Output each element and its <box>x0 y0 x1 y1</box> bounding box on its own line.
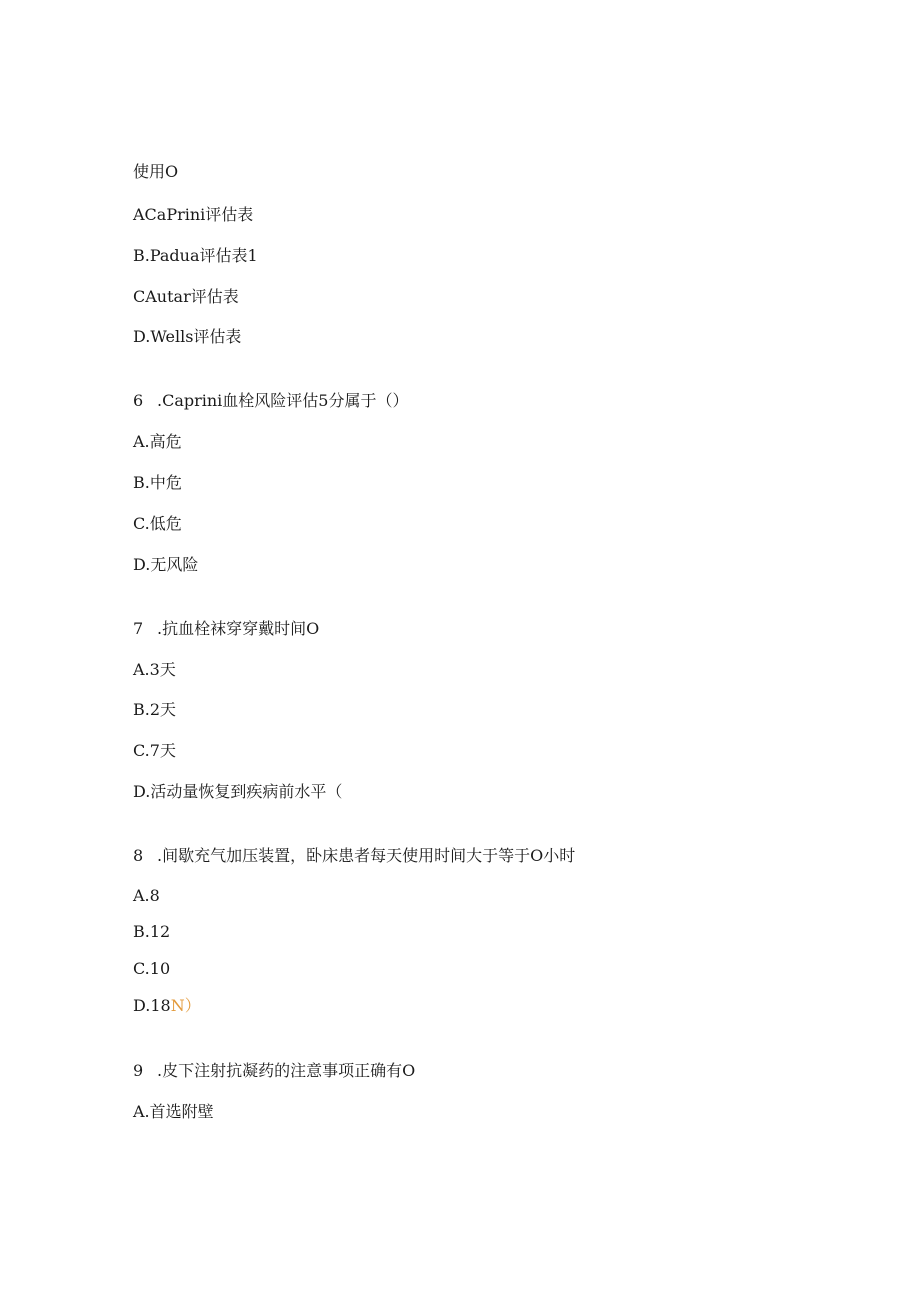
question-8-option-b: B.12 <box>133 922 171 941</box>
question-6-option-b: B.中危 <box>133 473 182 492</box>
question-7-option-a: A.3天 <box>133 660 176 679</box>
question-8-stem <box>133 846 575 866</box>
question-7-stem <box>133 619 319 639</box>
question-text: .Caprini血栓风险评估5分属于（） <box>157 391 409 410</box>
question-6-option-a: A.高危 <box>133 432 182 451</box>
question-number: 8 <box>133 846 144 865</box>
option-d: D.Wells评估表 <box>133 327 242 346</box>
question-number: 7 <box>133 619 144 638</box>
question-7-option-b: B.2天 <box>133 700 177 719</box>
handwritten-mark: N） <box>170 996 201 1015</box>
question-6-stem <box>133 391 408 411</box>
option-a: ACaPrini评估表 <box>133 205 254 224</box>
question-8-option-d <box>133 996 201 1016</box>
question-text: .间歇充气加压装置，卧床患者每天使用时间大于等于O小时 <box>157 846 576 865</box>
option-b: B.Padua评估表1 <box>133 246 258 265</box>
question-6-option-c: C.低危 <box>133 514 182 533</box>
question-9-stem <box>133 1061 415 1081</box>
question-text: .抗血栓袜穿穿戴时间O <box>157 619 320 638</box>
question-number: 9 <box>133 1061 144 1080</box>
question-5-stem-tail: 使用O <box>133 162 179 181</box>
question-9-option-a: A.首选附壁 <box>133 1102 214 1121</box>
question-8-option-a: A.8 <box>133 886 160 905</box>
question-6-option-d: D.无风险 <box>133 555 199 574</box>
option-text: D.18 <box>133 996 171 1015</box>
question-7-option-d: D.活动量恢复到疾病前水平（ <box>133 782 343 801</box>
question-7-option-c: C.7天 <box>133 741 176 760</box>
question-text: .皮下注射抗凝药的注意事项正确有O <box>157 1061 416 1080</box>
question-8-option-c: C.10 <box>133 959 171 978</box>
option-c: CAutar评估表 <box>133 287 239 306</box>
question-number: 6 <box>133 391 144 410</box>
